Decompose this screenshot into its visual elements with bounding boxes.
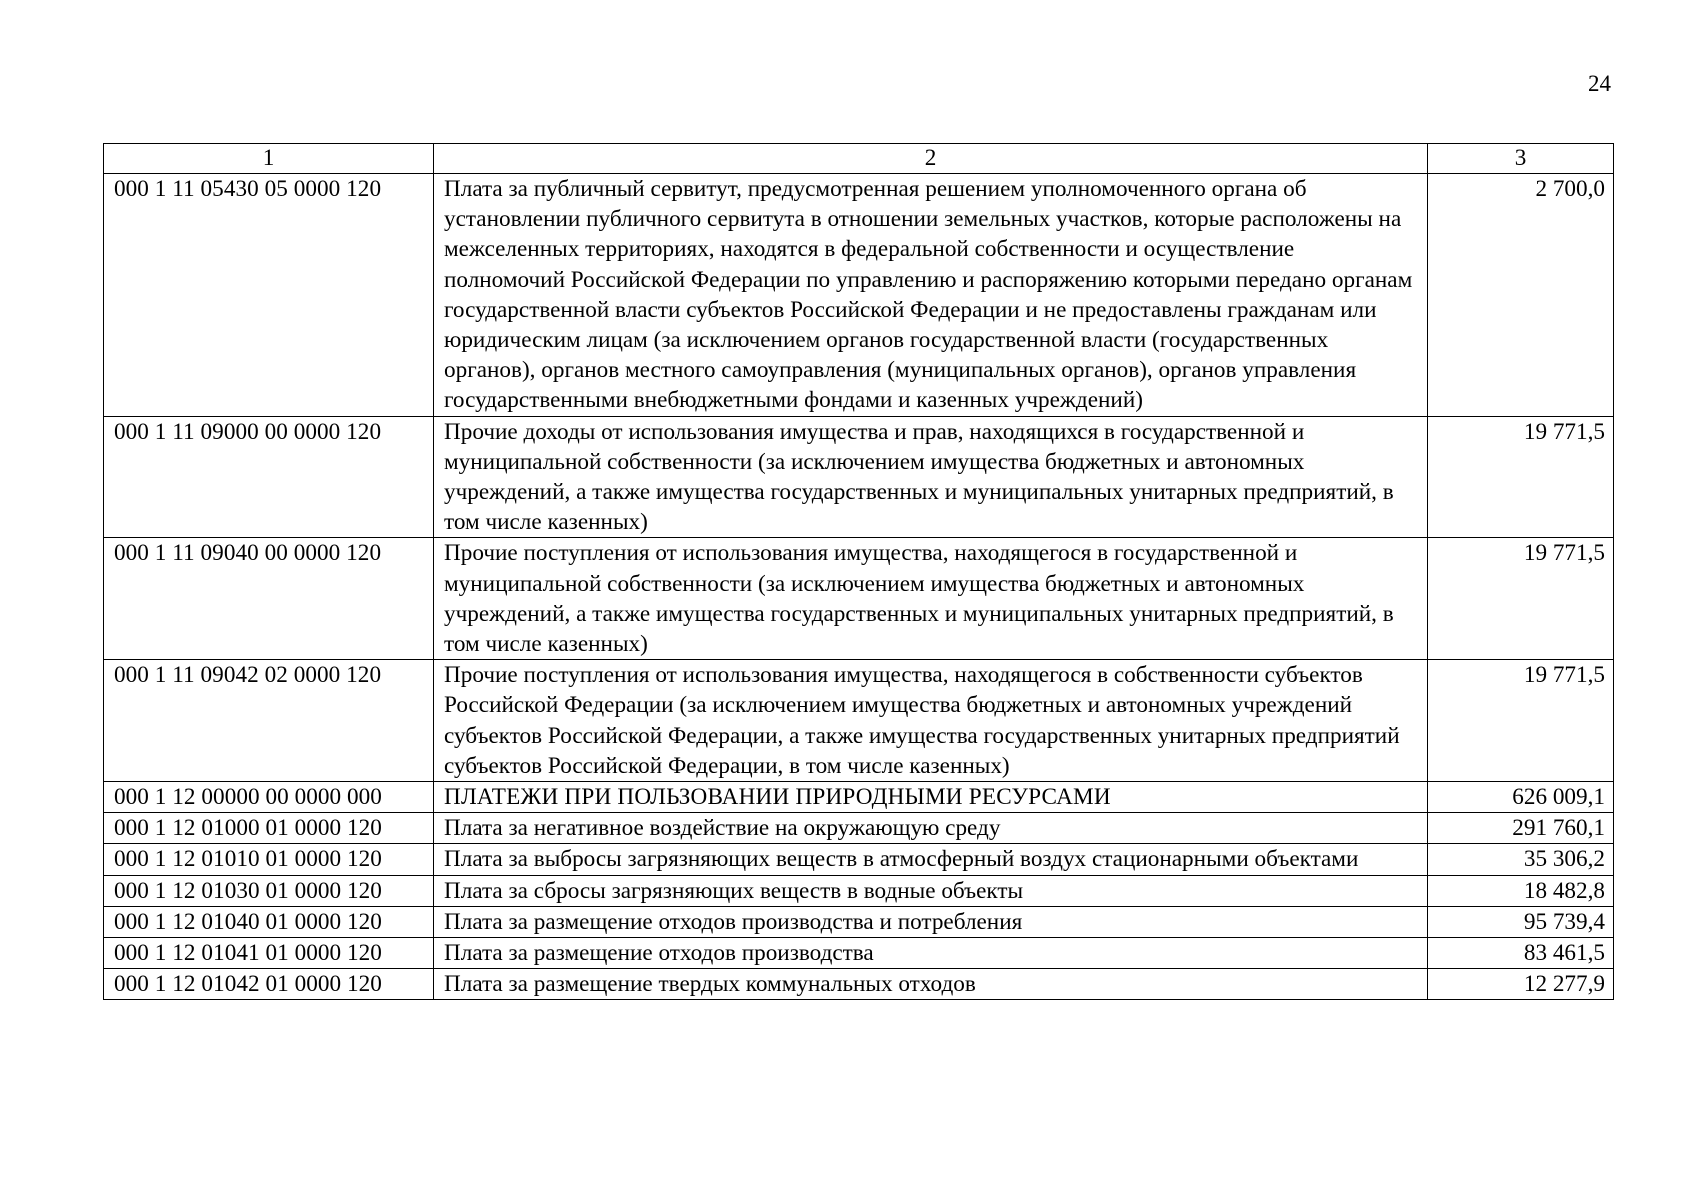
revenue-name-cell: Прочие доходы от использования имущества и прав, находящихся в государственной и муниципальной собственности (за исключением имущества бюджетных и автономных учреждений, а также имущества государственных и муниципальных унитарных предприятий, в том числе казенных) [434,416,1428,538]
page-number: 24 [1588,71,1611,96]
budget-code-cell: 000 1 12 01040 01 0000 120 [104,906,434,937]
table-row [104,844,1614,875]
table-row [104,416,1614,538]
revenue-name-cell: ПЛАТЕЖИ ПРИ ПОЛЬЗОВАНИИ ПРИРОДНЫМИ РЕСУРСАМИ [434,782,1428,813]
table-row [104,782,1614,813]
budget-code-cell: 000 1 11 09042 02 0000 120 [104,660,434,782]
revenue-name-cell: Плата за сбросы загрязняющих веществ в водные объекты [434,875,1428,906]
amount-cell: 291 760,1 [1428,813,1614,844]
revenue-name-cell: Плата за негативное воздействие на окружающую среду [434,813,1428,844]
budget-code-cell: 000 1 12 01030 01 0000 120 [104,875,434,906]
amount-cell: 19 771,5 [1428,538,1614,660]
budget-code-cell: 000 1 12 00000 00 0000 000 [104,782,434,813]
revenue-name-cell: Прочие поступления от использования имущества, находящегося в государственной и муниципальной собственности (за исключением имущества бюджетных и автономных учреждений, а также имущества государственных и муниципальных унитарных предприятий, в том числе казенных) [434,538,1428,660]
amount-cell: 19 771,5 [1428,660,1614,782]
column-header-name: 2 [434,144,1428,174]
table-row [104,538,1614,660]
revenue-name-cell: Прочие поступления от использования имущества, находящегося в собственности субъектов Российской Федерации (за исключением имущества бюджетных и автономных учреждений субъектов Российской Федерации, а также имущества государственных унитарных предприятий субъектов Российской Федерации, в том числе казенных) [434,660,1428,782]
budget-revenue-table [103,143,1614,1000]
column-header-amount: 3 [1428,144,1614,174]
amount-cell: 19 771,5 [1428,416,1614,538]
amount-cell: 2 700,0 [1428,174,1614,417]
amount-cell: 626 009,1 [1428,782,1614,813]
budget-code-cell: 000 1 11 09000 00 0000 120 [104,416,434,538]
amount-cell: 18 482,8 [1428,875,1614,906]
revenue-name-cell: Плата за размещение отходов производства [434,938,1428,969]
column-number-header-row [104,144,1614,174]
amount-cell: 12 277,9 [1428,969,1614,1000]
budget-code-cell: 000 1 12 01000 01 0000 120 [104,813,434,844]
table-row [104,174,1614,417]
budget-code-cell: 000 1 11 05430 05 0000 120 [104,174,434,417]
table-row [104,660,1614,782]
budget-code-cell: 000 1 12 01042 01 0000 120 [104,969,434,1000]
budget-code-cell: 000 1 12 01010 01 0000 120 [104,844,434,875]
column-header-code: 1 [104,144,434,174]
table-row [104,969,1614,1000]
amount-cell: 95 739,4 [1428,906,1614,937]
table-row [104,938,1614,969]
table-row [104,813,1614,844]
amount-cell: 35 306,2 [1428,844,1614,875]
revenue-name-cell: Плата за публичный сервитут, предусмотренная решением уполномоченного органа об установлении публичного сервитута в отношении земельных участков, которые расположены на межселенных территориях, находятся в федеральной собственности и осуществление полномочий Российской Федерации по управлению и распоряжению которыми передано органам государственной власти субъектов Российской Федерации и не предоставлены гражданам или юридическим лицам (за исключением органов государственной власти (государственных органов), органов местного самоуправления (муниципальных органов), органов управления государственными внебюджетными фондами и казенных учреждений) [434,174,1428,417]
budget-code-cell: 000 1 12 01041 01 0000 120 [104,938,434,969]
revenue-name-cell: Плата за размещение отходов производства и потребления [434,906,1428,937]
budget-code-cell: 000 1 11 09040 00 0000 120 [104,538,434,660]
table-row [104,875,1614,906]
revenue-name-cell: Плата за выбросы загрязняющих веществ в атмосферный воздух стационарными объектами [434,844,1428,875]
revenue-name-cell: Плата за размещение твердых коммунальных отходов [434,969,1428,1000]
amount-cell: 83 461,5 [1428,938,1614,969]
table-row [104,906,1614,937]
